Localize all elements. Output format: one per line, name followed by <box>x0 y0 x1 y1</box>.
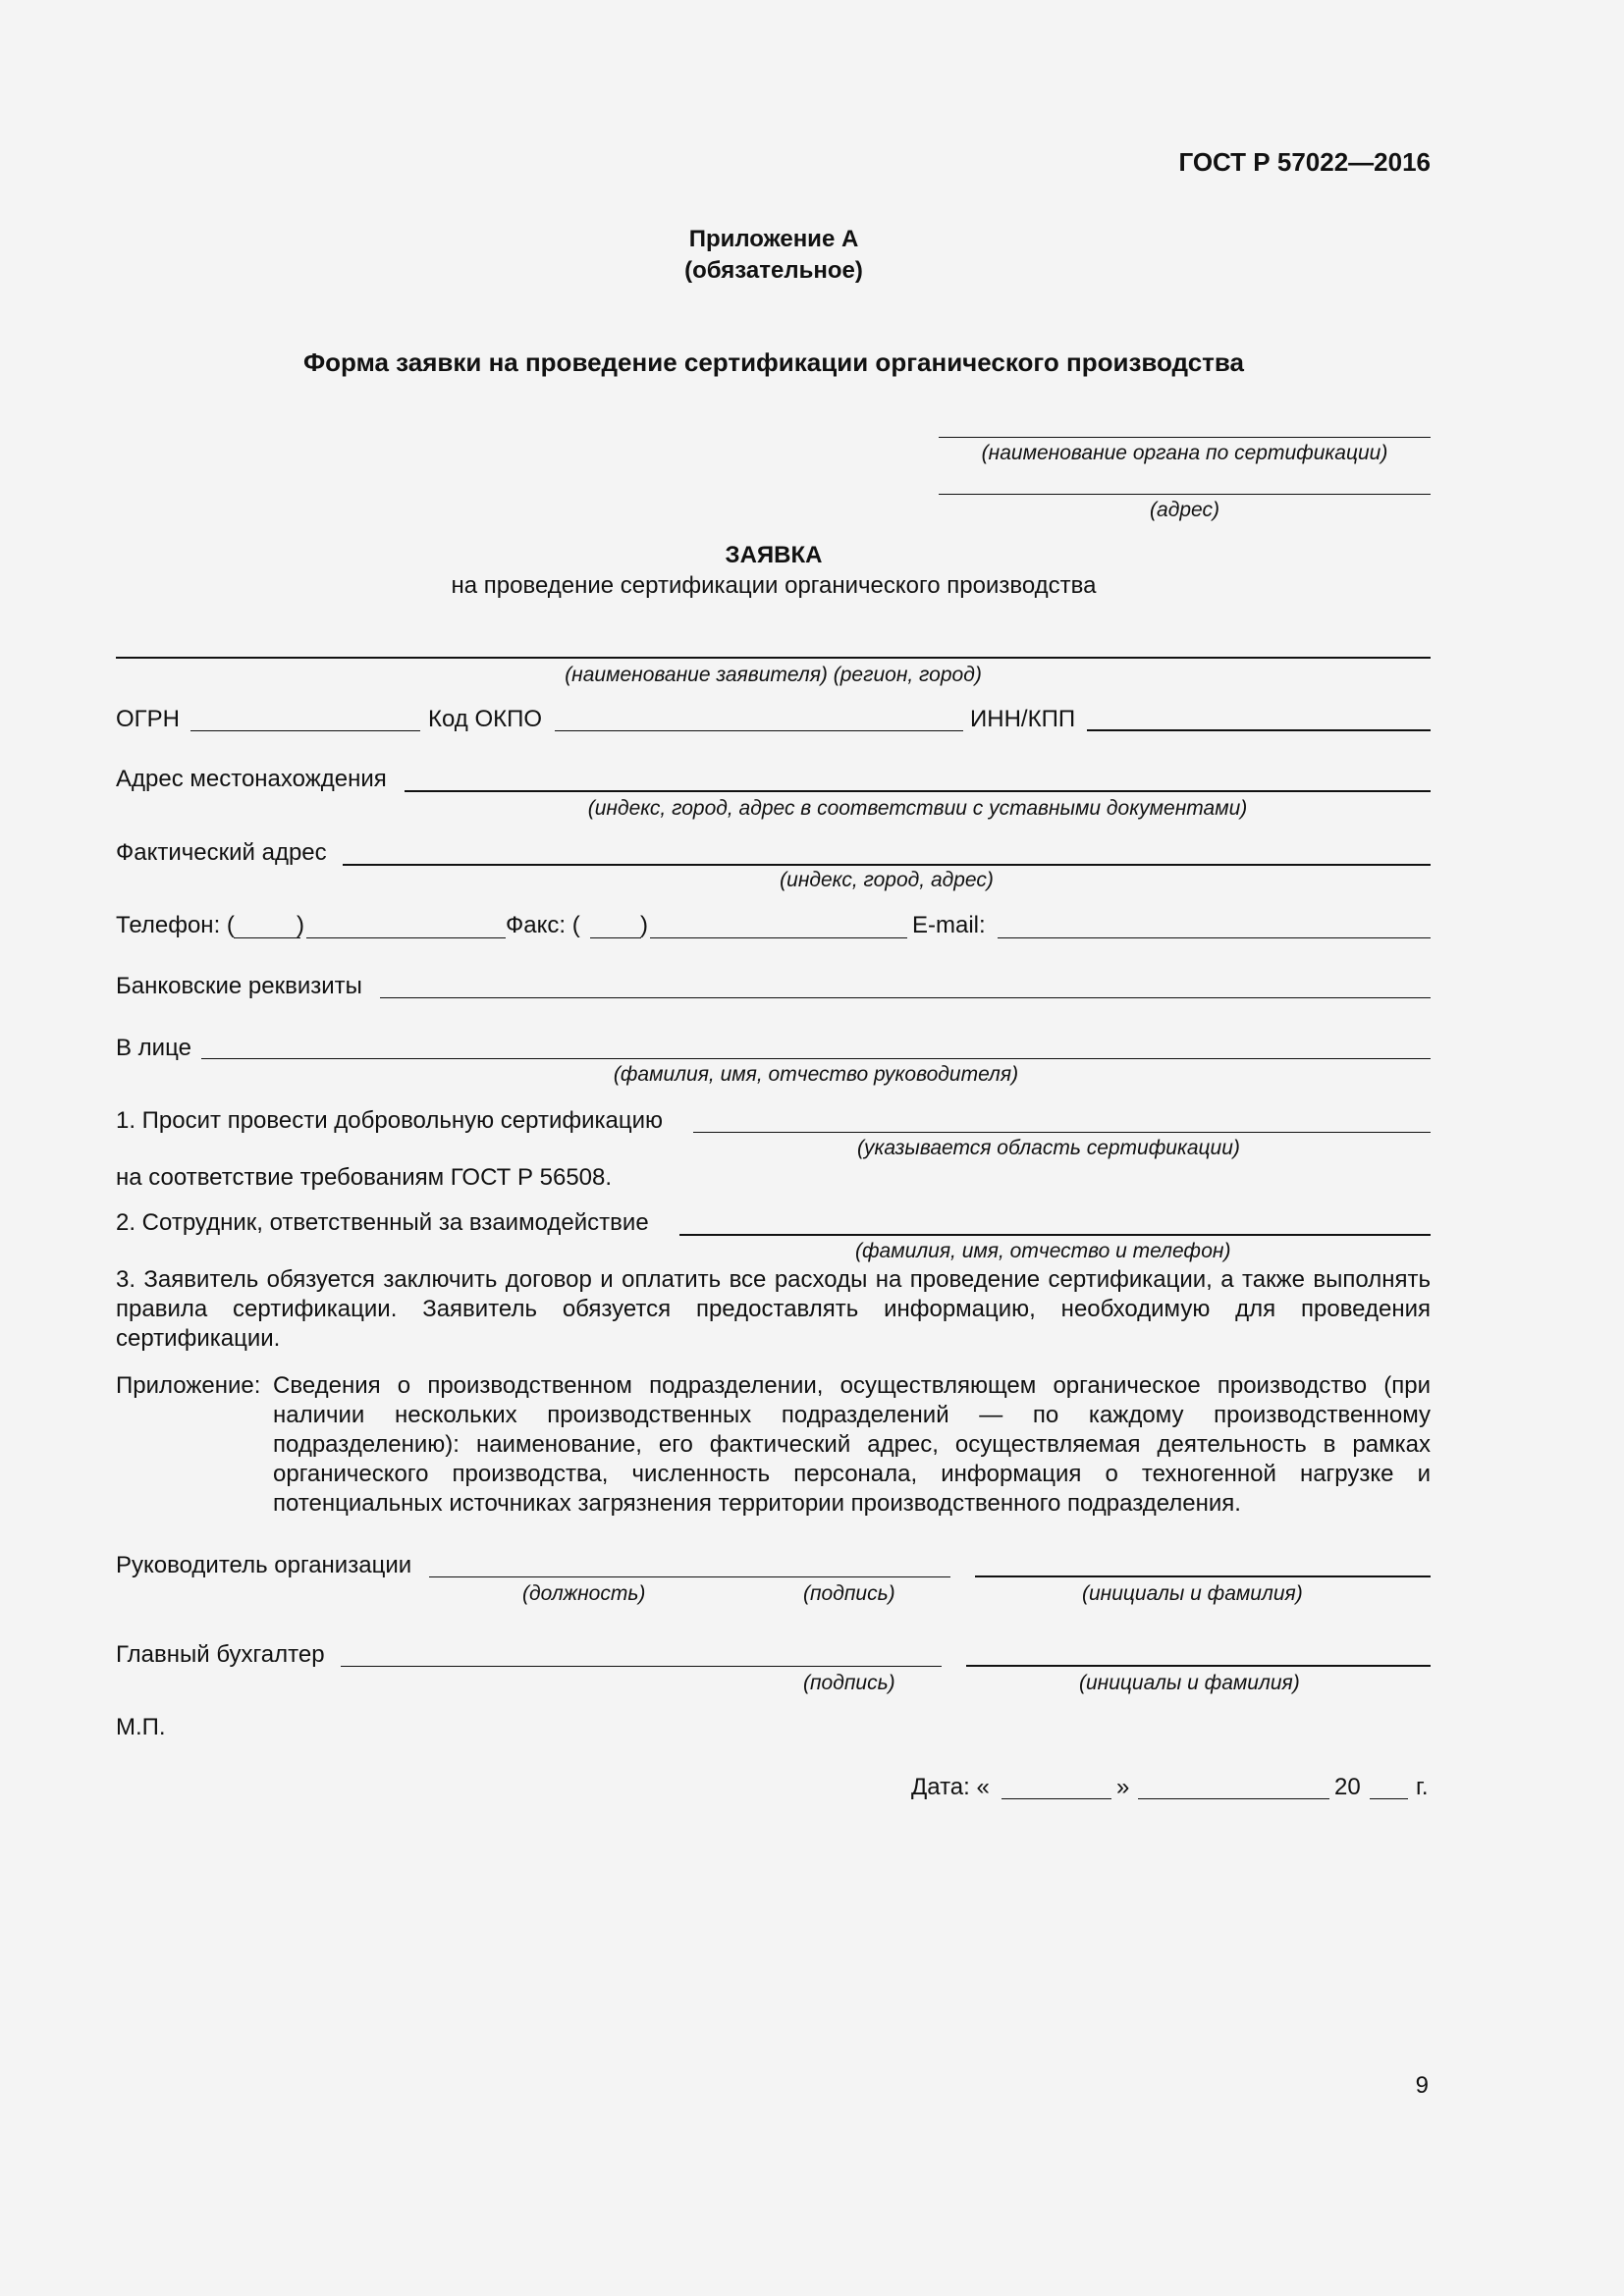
attachment-label: Приложение: <box>116 1372 261 1399</box>
application-title: ЗАЯВКА <box>725 542 823 568</box>
actual-address-field[interactable] <box>343 864 1431 866</box>
address-caption: (адрес) <box>1150 499 1219 521</box>
legal-address-field[interactable] <box>405 790 1431 792</box>
fax-label: Факс: ( <box>506 912 580 938</box>
ogrn-field[interactable] <box>190 730 420 731</box>
accountant-signature-field[interactable] <box>341 1666 942 1667</box>
inn-label: ИНН/КПП <box>970 706 1076 732</box>
head-initials-caption: (инициалы и фамилия) <box>1082 1582 1303 1605</box>
bank-details-label: Банковские реквизиты <box>116 973 362 999</box>
phone-paren: ) <box>297 912 304 938</box>
email-label: E-mail: <box>912 912 986 938</box>
phone-number-field[interactable] <box>306 937 506 938</box>
certification-scope-field[interactable] <box>693 1132 1431 1133</box>
phone-label: Телефон: ( <box>116 912 235 938</box>
responsible-employee-field[interactable] <box>679 1234 1431 1236</box>
accountant-initials-field[interactable] <box>966 1665 1431 1667</box>
represented-by-field[interactable] <box>201 1058 1431 1059</box>
application-subtitle: на проведение сертификации органического производства <box>451 572 1097 599</box>
item-3-text: 3. Заявитель обязуется заключить договор и оплатить все расходы на проведение сертификации, а также выполнять правила сертификации. Заявитель обязуется предоставлять информацию, необходимую для проведения сертификации. <box>116 1266 1431 1352</box>
email-field[interactable] <box>998 937 1431 938</box>
appendix-status: (обязательное) <box>684 257 863 284</box>
item-2-label: 2. Сотрудник, ответственный за взаимодействие <box>116 1209 649 1236</box>
form-title: Форма заявки на проведение сертификации органического производства <box>302 347 1244 377</box>
ogrn-label: ОГРН <box>116 706 181 732</box>
fax-code-field[interactable] <box>590 937 641 938</box>
actual-address-caption: (индекс, город, адрес) <box>780 869 994 891</box>
head-label: Руководитель организации <box>116 1552 412 1578</box>
head-signature-caption: (подпись) <box>803 1582 895 1605</box>
actual-address-label: Фактический адрес <box>116 839 327 866</box>
date-year-field[interactable] <box>1370 1798 1408 1799</box>
okpo-label: Код ОКПО <box>428 706 543 732</box>
accountant-label: Главный бухгалтер <box>116 1641 325 1668</box>
responsible-employee-caption: (фамилия, имя, отчество и телефон) <box>855 1240 1231 1262</box>
item-1-continuation: на соответствие требованиям ГОСТ Р 56508. <box>116 1164 613 1191</box>
legal-address-label: Адрес местонахождения <box>116 766 387 792</box>
attachment-text: Сведения о производственном подразделении, осуществляющем органическое производство (при наличии нескольких производственных подразделений — по каждому производственному подразделению): наименование, его фактический адрес, осуществляемая деятельность в рамках органического производства, численность персонала, информация о техногенной нагрузке и потенциальных источниках загрязнения территории производственного подразделения. <box>273 1372 1431 1517</box>
head-initials-field[interactable] <box>975 1575 1431 1577</box>
accountant-signature-caption: (подпись) <box>803 1672 895 1694</box>
phone-code-field[interactable] <box>234 937 300 938</box>
certification-body-address-field[interactable] <box>939 494 1431 495</box>
date-close-quote: » <box>1116 1774 1130 1800</box>
seal-mark: М.П. <box>116 1714 166 1740</box>
date-day-field[interactable] <box>1001 1798 1111 1799</box>
inn-field[interactable] <box>1087 729 1431 731</box>
date-year-prefix: 20 <box>1334 1774 1361 1800</box>
date-label: Дата: « <box>911 1774 990 1800</box>
okpo-field[interactable] <box>555 730 963 731</box>
represented-by-label: В лице <box>116 1035 191 1061</box>
position-caption: (должность) <box>522 1582 646 1605</box>
bank-details-field[interactable] <box>380 997 1431 998</box>
legal-address-caption: (индекс, город, адрес в соответствии с уставными документами) <box>587 797 1248 820</box>
date-year-suffix: г. <box>1416 1774 1429 1800</box>
appendix-title: Приложение А <box>688 226 859 252</box>
represented-by-caption: (фамилия, имя, отчество руководителя) <box>613 1063 1019 1086</box>
applicant-name-caption: (наименование заявителя) (регион, город) <box>565 664 982 686</box>
standard-number: ГОСТ Р 57022—2016 <box>1178 147 1431 177</box>
date-month-field[interactable] <box>1138 1798 1329 1799</box>
fax-paren: ) <box>640 912 648 938</box>
certification-body-caption: (наименование органа по сертификации) <box>981 442 1388 464</box>
applicant-name-field[interactable] <box>116 657 1431 659</box>
fax-number-field[interactable] <box>650 937 907 938</box>
head-position-signature-field[interactable] <box>429 1576 950 1577</box>
certification-body-field[interactable] <box>939 437 1431 438</box>
page-number: 9 <box>1415 2072 1429 2099</box>
item-1-label: 1. Просит провести добровольную сертификацию <box>116 1107 664 1134</box>
certification-scope-caption: (указывается область сертификации) <box>857 1137 1240 1159</box>
accountant-initials-caption: (инициалы и фамилия) <box>1079 1672 1300 1694</box>
